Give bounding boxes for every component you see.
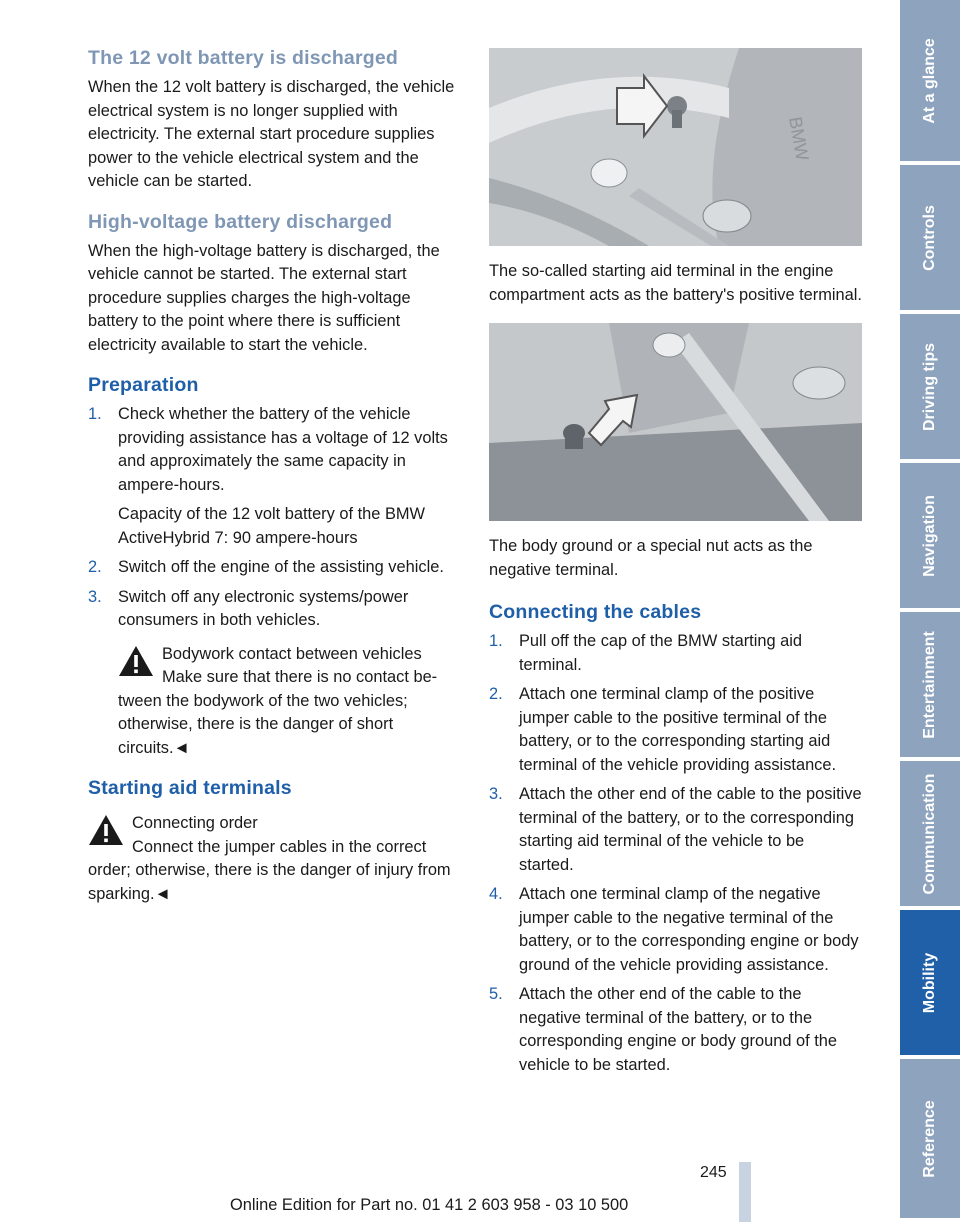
list-text: Attach the other end of the cable to the negative terminal of the battery, or to the corresponding engine or body ground of the vehicle to be started. — [519, 985, 838, 1074]
list-text: Attach the other end of the cable to the positive terminal of the battery, or to the corresponding starting aid terminal of the vehicle to be started. — [519, 785, 862, 874]
list-item — [88, 556, 462, 580]
warning-rest: order; otherwise, there is the danger of injury from sparking.◄ — [88, 861, 451, 903]
section-12v-discharged — [88, 44, 462, 194]
list-text: Attach one terminal clamp of the positive jumper cable to the positive terminal of the battery, or to the corresponding starting aid terminal of the vehicle providing assistance. — [519, 685, 837, 774]
warning-connecting-order — [88, 812, 462, 906]
page-marker-bar — [739, 1162, 751, 1222]
tab-controls[interactable] — [900, 165, 960, 314]
tab-label: Controls — [921, 204, 938, 271]
tab-entertainment[interactable] — [900, 612, 960, 761]
page-number: 245 — [700, 1164, 727, 1181]
list-number: 2. — [88, 558, 102, 576]
warning-lead: Connect the jumper cables in the correct — [132, 837, 427, 856]
tab-label: Driving tips — [921, 342, 938, 431]
photo-badge-text: BMW — [785, 115, 813, 163]
tab-label: Navigation — [921, 494, 938, 577]
tab-label: Reference — [921, 1099, 938, 1178]
warning-rest: tween the bodywork of the two vehicles; otherwise, there is the danger of short circuits.◄ — [118, 691, 408, 757]
list-number: 1. — [88, 405, 102, 423]
tab-reference[interactable] — [900, 1059, 960, 1222]
list-number: 5. — [489, 985, 503, 1003]
warning-title: Bodywork contact between vehicles — [162, 644, 422, 663]
list-item — [489, 630, 862, 677]
heading-12v-discharged: The 12 volt battery is discharged — [88, 47, 399, 69]
section-starting-aid-terminals — [88, 774, 462, 906]
connecting-list — [489, 630, 862, 1077]
list-text: Check whether the battery of the vehicle providing assistance has a voltage of 12 volts and approximately the same capacity in ampere-hours. — [118, 405, 448, 494]
list-text: Pull off the cap of the BMW starting aid terminal. — [519, 632, 803, 674]
caption-positive-terminal: The so-called starting aid terminal in the engine compartment acts as the battery's positive terminal. — [489, 262, 862, 304]
tab-label: Communication — [921, 773, 938, 894]
paragraph-12v-discharged: When the 12 volt battery is discharged, the vehicle electrical system is no longer supplied with electricity. The external start procedure supplies power to the vehicle electrical system and the vehicle can be started. — [88, 78, 455, 190]
list-item — [489, 683, 862, 777]
list-number: 4. — [489, 885, 503, 903]
list-item — [88, 403, 462, 550]
tab-mobility[interactable] — [900, 910, 960, 1059]
section-preparation — [88, 371, 462, 760]
list-item — [489, 983, 862, 1077]
list-item — [88, 586, 462, 633]
preparation-list — [88, 403, 462, 633]
warning-lead: Make sure that there is no contact be- — [162, 668, 438, 686]
heading-preparation: Preparation — [88, 374, 199, 396]
tab-communication[interactable] — [900, 761, 960, 910]
warning-triangle-icon — [88, 814, 124, 846]
tab-label: At a glance — [921, 37, 938, 124]
list-number: 3. — [88, 587, 102, 606]
engine-illustration — [489, 48, 862, 246]
section-hv-discharged — [88, 208, 462, 358]
paragraph-hv-discharged: When the high-voltage battery is discharged, the vehicle cannot be started. The external start procedure supplies charges the high-voltage battery to the point where there is sufficient electricity available to start the vehicle. — [88, 241, 440, 354]
tab-navigation[interactable] — [900, 463, 960, 612]
tab-driving-tips[interactable] — [900, 314, 960, 463]
warning-triangle-icon — [118, 645, 154, 677]
engine-positive-terminal-photo — [489, 48, 862, 246]
list-text: Switch off any electronic systems/power consumers in both vehicles. — [118, 587, 409, 629]
warning-bodywork-contact — [118, 643, 462, 761]
caption-negative-terminal: The body ground or a special nut acts as the negative terminal. — [489, 537, 813, 579]
list-text: Switch off the engine of the assisting vehicle. — [118, 558, 444, 576]
list-number: 2. — [489, 685, 503, 703]
tab-label: Mobility — [921, 952, 938, 1013]
heading-hv-discharged: High-voltage battery discharged — [88, 210, 393, 233]
list-text: Attach one terminal clamp of the negative jumper cable to the negative terminal of the battery, or to the corresponding engine or body ground of the vehicle providing assistance. — [519, 885, 859, 974]
section-connecting-cables — [489, 598, 862, 1077]
left-column — [88, 44, 462, 920]
right-column — [489, 48, 862, 1091]
body-ground-photo — [489, 323, 862, 521]
heading-starting-aid-terminals: Starting aid terminals — [88, 777, 292, 799]
list-number: 3. — [489, 785, 503, 803]
body-ground-illustration — [489, 323, 862, 521]
heading-connecting-cables: Connecting the cables — [489, 601, 702, 623]
list-number: 1. — [489, 632, 503, 650]
chapter-sidebar — [900, 0, 960, 1222]
list-item — [489, 883, 862, 977]
warning-title: Connecting order — [132, 814, 258, 832]
online-edition-text: Online Edition for Part no. 01 41 2 603 958 - 03 10 500 — [230, 1196, 629, 1214]
list-extra: Capacity of the 12 volt battery of the BMW ActiveHybrid 7: 90 ampere-hours — [118, 505, 426, 547]
list-item — [489, 783, 862, 877]
tab-at-a-glance[interactable] — [900, 0, 960, 165]
tab-label: Entertainment — [921, 630, 938, 739]
